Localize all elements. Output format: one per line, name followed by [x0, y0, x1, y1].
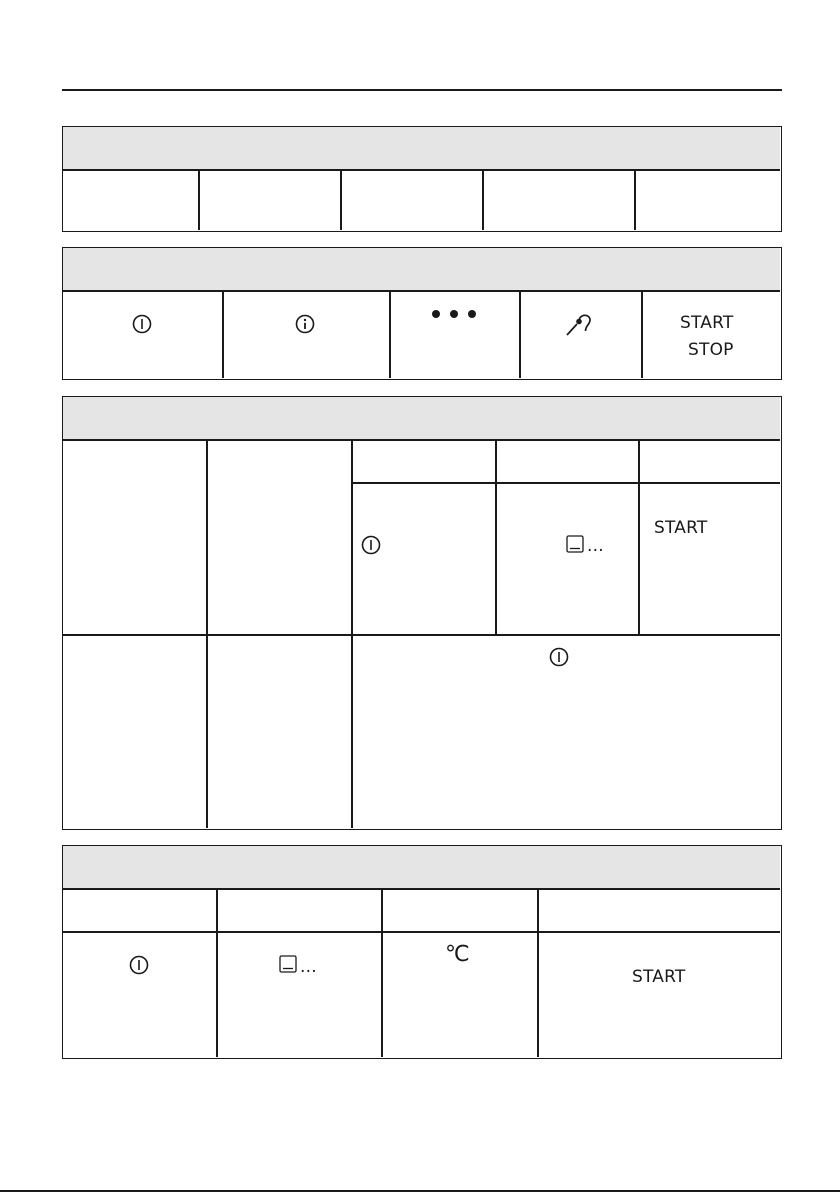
divider — [216, 890, 218, 1057]
table-2-header — [63, 248, 780, 292]
divider — [638, 441, 640, 634]
divider — [381, 890, 383, 1057]
start-label: START — [680, 313, 734, 333]
top-rule — [62, 89, 782, 91]
divider — [389, 292, 391, 378]
info-icon — [294, 313, 316, 335]
celsius-icon: ℃ — [445, 942, 470, 967]
divider — [641, 292, 643, 378]
oven-function-icon — [279, 955, 297, 973]
divider — [495, 441, 497, 634]
ellipsis: ... — [300, 957, 317, 977]
oven-function-icon — [566, 535, 584, 553]
divider — [340, 171, 342, 230]
divider — [519, 292, 521, 378]
start-label: START — [654, 518, 708, 538]
divider — [198, 171, 200, 230]
power-icon — [128, 954, 150, 976]
table-4-header — [63, 846, 780, 890]
table-1-header — [63, 127, 780, 171]
divider — [537, 890, 539, 1057]
probe-icon — [564, 310, 594, 338]
stop-label: STOP — [688, 340, 734, 360]
power-icon — [548, 646, 570, 668]
power-icon — [131, 313, 153, 335]
divider — [63, 634, 780, 636]
three-dots-icon — [430, 308, 478, 320]
table-3 — [62, 396, 782, 830]
divider — [63, 931, 780, 933]
table-4 — [62, 845, 782, 1059]
table-2 — [62, 247, 782, 380]
divider — [351, 482, 780, 484]
table-3-header — [63, 397, 780, 441]
start-label: START — [632, 967, 686, 987]
divider — [222, 292, 224, 378]
divider — [482, 171, 484, 230]
table-1 — [62, 126, 782, 232]
power-icon — [360, 534, 382, 556]
divider — [634, 171, 636, 230]
ellipsis: ... — [587, 536, 604, 556]
